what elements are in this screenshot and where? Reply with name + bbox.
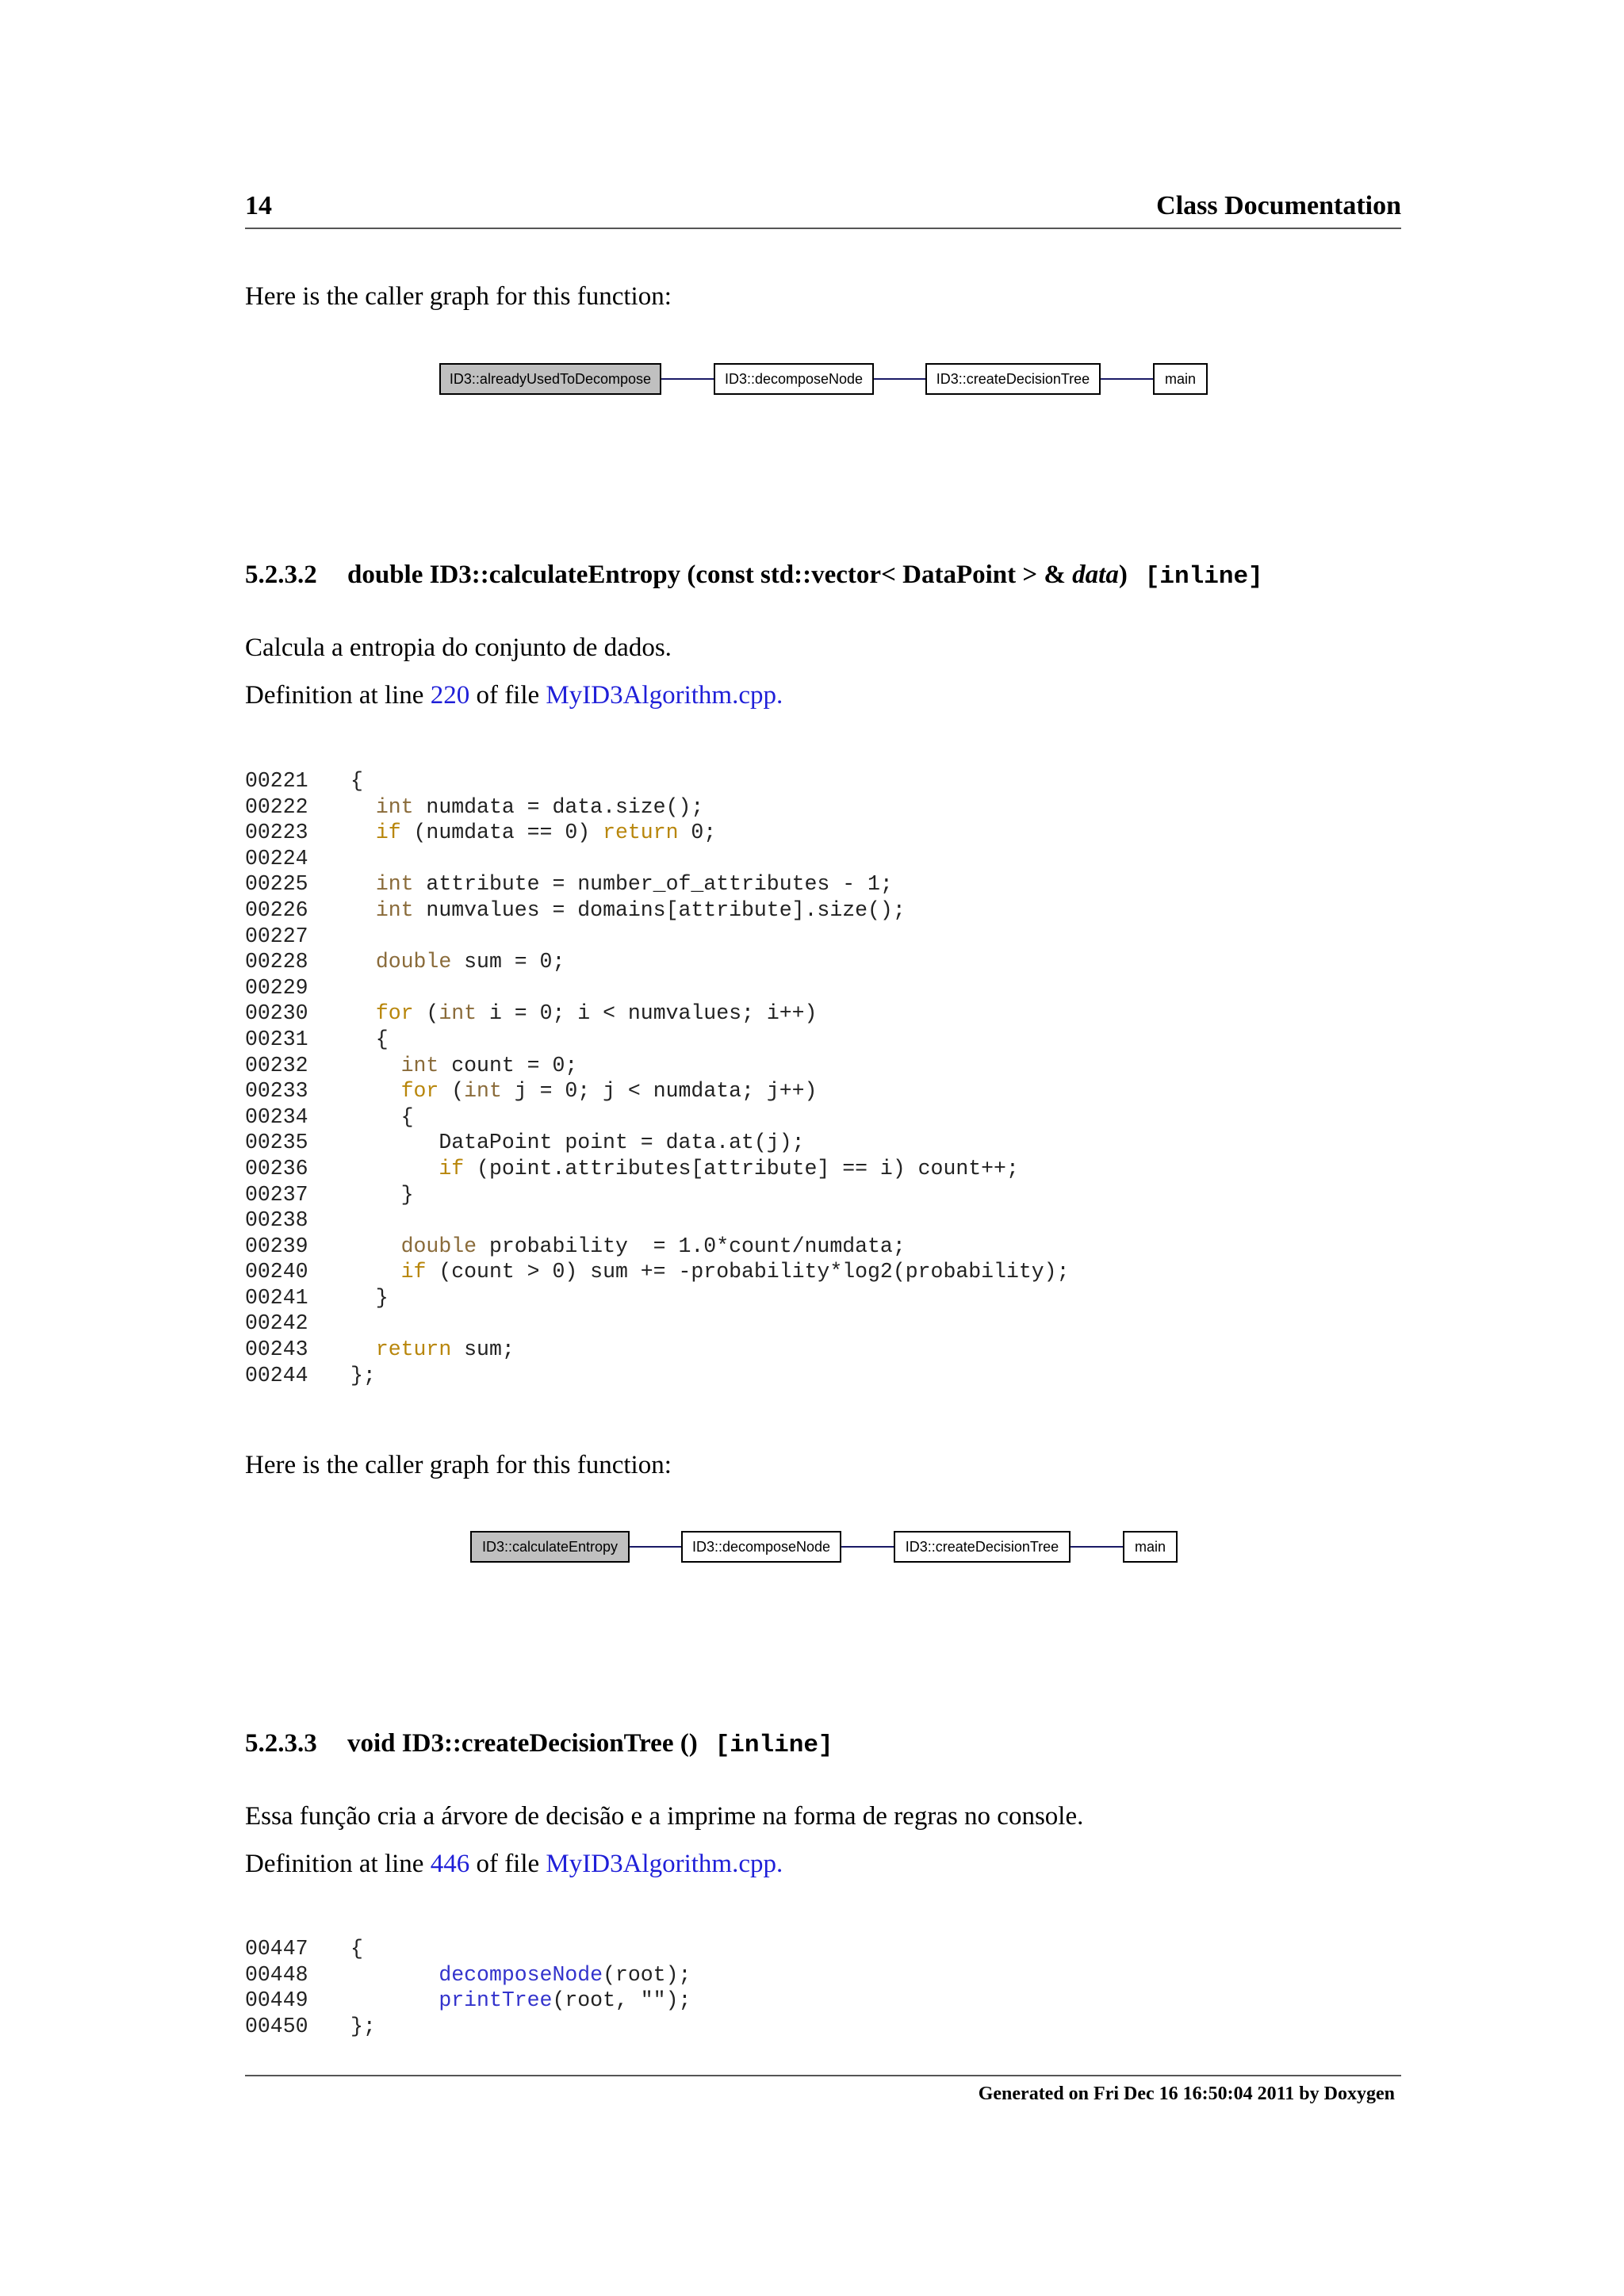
- running-header-title: Class Documentation: [1156, 191, 1401, 220]
- signature-suffix: ): [1118, 561, 1128, 589]
- code-segment: {: [350, 769, 363, 793]
- code-segment: [350, 1054, 401, 1077]
- code-line: [245, 897, 1069, 924]
- signature-prefix: double ID3::calculateEntropy (const std::vector< DataPoint > &: [347, 561, 1066, 589]
- code-text: [350, 1337, 515, 1363]
- section-number: 5.2.3.2: [245, 561, 317, 589]
- code-text: [350, 1001, 817, 1027]
- def-prefix: Definition at line: [245, 681, 424, 710]
- def-end: .: [776, 681, 783, 710]
- code-keyword: int: [375, 872, 414, 897]
- code-line: [245, 1207, 1069, 1234]
- code-listing-create-decision-tree: [245, 1936, 691, 2039]
- graph2-node-create-decision-tree[interactable]: ID3::createDecisionTree: [894, 1531, 1071, 1563]
- code-segment: [350, 950, 376, 974]
- code-line: [245, 1311, 1069, 1337]
- code-text: [350, 1130, 805, 1156]
- code-segment: [350, 1260, 401, 1284]
- code-function-link[interactable]: printTree: [439, 1988, 553, 2013]
- line-number: 00229: [245, 975, 308, 1000]
- code-text: [350, 1962, 691, 1988]
- graph2-node-calculate-entropy[interactable]: ID3::calculateEntropy: [470, 1531, 630, 1563]
- graph2-node-main[interactable]: main: [1123, 1531, 1178, 1563]
- code-text: [350, 1078, 817, 1104]
- line-number: 00230: [245, 1001, 308, 1026]
- code-line: [245, 924, 1069, 950]
- code-text: [350, 1285, 389, 1311]
- code-line: [245, 820, 1069, 846]
- code-keyword: int: [375, 897, 414, 922]
- inline-qualifier-3: [inline]: [714, 1732, 833, 1759]
- code-line: [245, 975, 1069, 1001]
- code-segment: }: [350, 1285, 389, 1310]
- code-segment: j = 0; j < numdata; j++): [501, 1079, 818, 1104]
- graph1-node-main[interactable]: main: [1153, 363, 1208, 395]
- line-number: 00240: [245, 1260, 308, 1284]
- code-segment: [350, 1157, 439, 1181]
- code-keyword: return: [375, 1337, 452, 1362]
- code-segment: (numdata == 0): [400, 821, 603, 845]
- code-segment: [350, 1337, 376, 1361]
- signature-param: data: [1072, 561, 1119, 589]
- code-line: [245, 1285, 1069, 1311]
- line-number: 00238: [245, 1208, 308, 1233]
- footer-generated-text: Generated on Fri Dec 16 16:50:04 2011 by Doxygen: [978, 2084, 1395, 2104]
- line-number: 00221: [245, 769, 308, 793]
- code-line: [245, 1936, 691, 1962]
- code-text: [350, 1156, 1019, 1182]
- line-number: 00227: [245, 924, 308, 948]
- line-link-220[interactable]: 220: [430, 681, 470, 710]
- def-end-3: .: [776, 1850, 783, 1878]
- code-line: [245, 1053, 1069, 1079]
- code-segment: [350, 1234, 401, 1258]
- inline-qualifier: [inline]: [1144, 563, 1263, 591]
- code-keyword: int: [464, 1079, 502, 1104]
- code-text: [350, 820, 716, 846]
- code-keyword: int: [439, 1001, 477, 1026]
- code-line: [245, 768, 1069, 794]
- line-number: 00231: [245, 1027, 308, 1051]
- code-keyword: int: [400, 1053, 439, 1077]
- code-line: [245, 1259, 1069, 1285]
- file-link-myid3algorithm-3[interactable]: MyID3Algorithm.cpp: [546, 1850, 776, 1878]
- header-rule: [245, 228, 1401, 229]
- code-keyword: if: [375, 821, 401, 845]
- code-segment: [350, 898, 376, 922]
- line-number: 00223: [245, 821, 308, 845]
- line-number: 00447: [245, 1937, 308, 1961]
- caller-graph-label-2: Here is the caller graph for this function:: [245, 1451, 672, 1479]
- code-segment: [350, 795, 376, 819]
- code-segment: }: [350, 1182, 414, 1207]
- line-number: 00244: [245, 1363, 308, 1387]
- section-number-3: 5.2.3.3: [245, 1729, 317, 1758]
- graph1-node-already-used-to-decompose[interactable]: ID3::alreadyUsedToDecompose: [439, 363, 661, 395]
- line-number: 00234: [245, 1104, 308, 1129]
- code-line: [245, 794, 1069, 821]
- line-number: 00449: [245, 1988, 308, 2013]
- footer-rule: [245, 2075, 1401, 2076]
- code-keyword: if: [439, 1156, 465, 1181]
- definition-line-create-decision-tree: [245, 1848, 783, 1880]
- code-segment: numvalues = domains[attribute].size();: [413, 897, 906, 922]
- code-segment: i = 0; i < numvalues; i++): [477, 1001, 818, 1026]
- code-keyword: double: [375, 950, 452, 974]
- code-line: [245, 1001, 1069, 1027]
- code-line: [245, 949, 1069, 975]
- code-segment: (root, "");: [552, 1988, 691, 2013]
- code-text: [350, 1234, 906, 1260]
- line-number: 00243: [245, 1337, 308, 1362]
- section-heading-create-decision-tree: [245, 1728, 833, 1762]
- line-number: 00228: [245, 950, 308, 974]
- code-keyword: return: [603, 821, 679, 845]
- code-segment: (: [413, 1001, 439, 1026]
- code-segment: probability = 1.0*count/numdata;: [477, 1234, 906, 1258]
- code-segment: [350, 872, 376, 896]
- code-listing-calculate-entropy: [245, 768, 1069, 1388]
- code-line: [245, 1130, 1069, 1156]
- code-segment: 0;: [678, 821, 717, 845]
- code-text: [350, 1936, 363, 1962]
- description-create-decision-tree: Essa função cria a árvore de decisão e a imprime na forma de regras no console.: [245, 1802, 1084, 1831]
- code-line: [245, 1182, 1069, 1208]
- code-line: [245, 1156, 1069, 1182]
- code-text: [350, 1182, 414, 1208]
- code-text: [350, 1053, 577, 1079]
- code-segment: };: [350, 1363, 376, 1387]
- graph1-node-decompose-node[interactable]: ID3::decomposeNode: [714, 363, 874, 395]
- def-prefix-3: Definition at line: [245, 1850, 424, 1878]
- code-segment: (count > 0) sum += -probability*log2(probability);: [426, 1260, 1070, 1284]
- code-text: [350, 768, 363, 794]
- code-segment: DataPoint point = data.at(j);: [350, 1131, 805, 1155]
- code-segment: (: [439, 1079, 465, 1104]
- code-line: [245, 1988, 691, 2014]
- code-function-link[interactable]: decomposeNode: [439, 1962, 603, 1987]
- definition-line-calculate-entropy: [245, 679, 783, 711]
- code-line: [245, 1962, 691, 1988]
- line-number: 00239: [245, 1234, 308, 1258]
- code-segment: {: [350, 1937, 363, 1961]
- code-segment: (point.attributes[attribute] == i) count++;: [464, 1156, 1019, 1181]
- line-number: 00233: [245, 1079, 308, 1104]
- code-segment: numdata = data.size();: [413, 794, 704, 819]
- code-keyword: if: [400, 1260, 427, 1284]
- code-segment: [350, 1963, 439, 1987]
- code-segment: };: [350, 2014, 376, 2038]
- code-segment: {: [350, 1104, 414, 1129]
- code-segment: [350, 821, 376, 844]
- code-line: [245, 1363, 1069, 1389]
- code-segment: [350, 1079, 401, 1103]
- code-text: [350, 1988, 691, 2014]
- caller-graph-label-1: Here is the caller graph for this function:: [245, 282, 672, 311]
- code-text: [350, 949, 565, 975]
- code-text: [350, 871, 893, 897]
- line-number: 00237: [245, 1182, 308, 1207]
- code-line: [245, 1027, 1069, 1053]
- file-link-myid3algorithm[interactable]: MyID3Algorithm.cpp: [546, 681, 776, 710]
- code-text: [350, 2014, 376, 2040]
- line-number: 00235: [245, 1131, 308, 1155]
- line-number: 00236: [245, 1156, 308, 1181]
- line-number: 00241: [245, 1285, 308, 1310]
- code-text: [350, 1259, 1069, 1285]
- code-segment: sum;: [451, 1337, 515, 1362]
- code-segment: count = 0;: [439, 1053, 578, 1077]
- def-mid: of file: [476, 681, 540, 710]
- code-text: [350, 1363, 376, 1389]
- line-number: 00242: [245, 1311, 308, 1336]
- section-heading-calculate-entropy: [245, 559, 1263, 593]
- code-segment: {: [350, 1027, 389, 1051]
- code-segment: attribute = number_of_attributes - 1;: [413, 872, 893, 897]
- line-number: 00225: [245, 872, 308, 897]
- code-line: [245, 1234, 1069, 1260]
- code-text: [350, 794, 703, 821]
- line-number: 00222: [245, 794, 308, 819]
- line-number: 00450: [245, 2014, 308, 2038]
- code-line: [245, 846, 1069, 872]
- def-mid-3: of file: [476, 1850, 540, 1878]
- code-segment: sum = 0;: [451, 950, 565, 974]
- code-line: [245, 2014, 691, 2040]
- page-number: 14: [245, 191, 272, 220]
- graph2-node-decompose-node[interactable]: ID3::decomposeNode: [681, 1531, 841, 1563]
- line-link-446[interactable]: 446: [430, 1850, 470, 1878]
- code-keyword: double: [400, 1234, 477, 1258]
- line-number: 00448: [245, 1962, 308, 1987]
- code-text: [350, 1104, 414, 1131]
- code-keyword: for: [400, 1079, 439, 1104]
- line-number: 00224: [245, 846, 308, 871]
- code-segment: [350, 1001, 376, 1025]
- code-line: [245, 1078, 1069, 1104]
- code-line: [245, 1337, 1069, 1363]
- code-segment: (root);: [603, 1962, 691, 1987]
- code-segment: [350, 1988, 439, 2012]
- code-keyword: int: [375, 794, 414, 819]
- code-text: [350, 897, 906, 924]
- code-line: [245, 871, 1069, 897]
- code-text: [350, 1027, 389, 1053]
- code-keyword: for: [375, 1001, 414, 1026]
- line-number: 00226: [245, 897, 308, 922]
- description-calculate-entropy: Calcula a entropia do conjunto de dados.: [245, 633, 672, 662]
- line-number: 00232: [245, 1053, 308, 1077]
- signature-3: void ID3::createDecisionTree (): [347, 1729, 698, 1758]
- graph1-node-create-decision-tree[interactable]: ID3::createDecisionTree: [925, 363, 1101, 395]
- code-line: [245, 1104, 1069, 1131]
